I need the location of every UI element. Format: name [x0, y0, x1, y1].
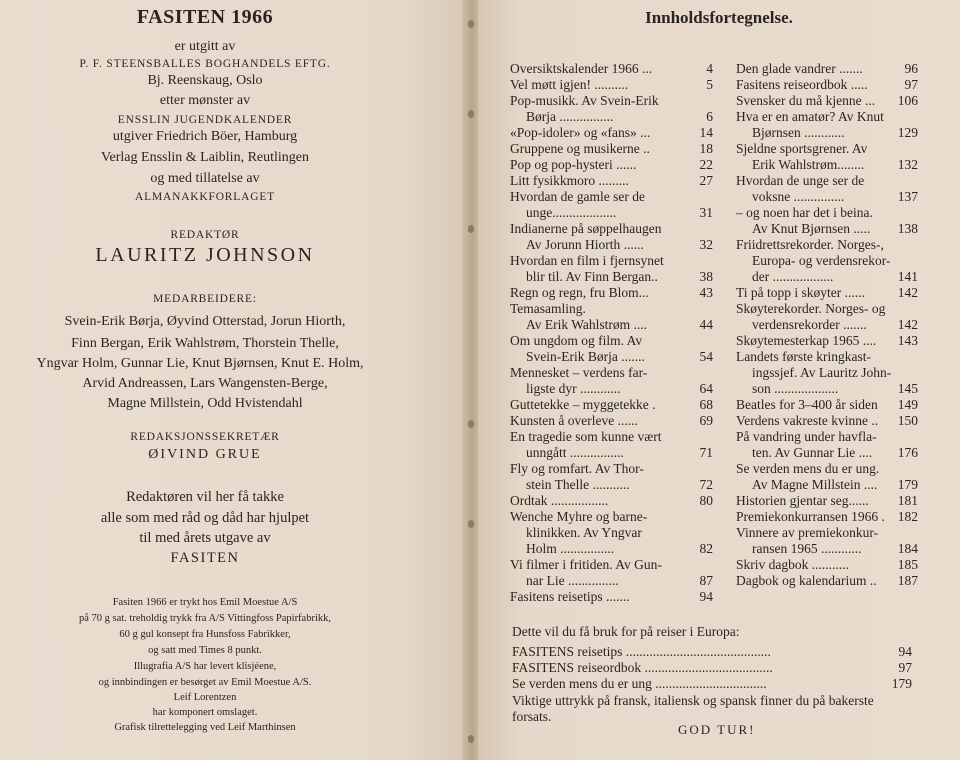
toc-entry-page: 96	[904, 61, 918, 76]
toc-entry-line	[736, 445, 918, 461]
thanks-line: til med årets utgave av	[139, 530, 271, 546]
toc-entry-page: 54	[699, 349, 713, 364]
toc-entry-line	[736, 173, 918, 189]
toc-entry-line	[736, 541, 918, 557]
after-pattern: etter mønster av	[159, 93, 251, 108]
toc-entry-text: Wenche Myhre og barne-	[510, 509, 648, 524]
toc-entry-page: 94	[699, 589, 713, 604]
toc-entry	[736, 77, 918, 93]
toc-entry-text: son ...................	[752, 381, 839, 396]
toc-entry-page: 38	[699, 269, 713, 284]
toc-entry	[510, 173, 713, 189]
toc-entry	[510, 557, 713, 589]
toc-entry-line	[510, 317, 713, 333]
toc-entry	[510, 301, 713, 333]
toc-entry-text: «Pop-idoler» og «fans» ...	[510, 125, 651, 140]
toc-entry-line	[736, 221, 918, 237]
toc-entry-line	[510, 589, 713, 605]
toc-entry-line	[510, 397, 713, 413]
toc-entry	[510, 221, 713, 253]
toc-entry-text: Europa- og verdensrekor-	[752, 253, 891, 268]
toc-entry-text: Guttetekke – myggetekke .	[510, 397, 656, 412]
toc-entry-text: På vandring under havfla-	[736, 429, 877, 444]
contributors-line: Arvid Andreassen, Lars Wangensten-Berge,	[82, 376, 328, 391]
toc-entry-text: ransen 1965 ............	[752, 541, 862, 556]
toc-entry-text: Pop-musikk. Av Svein-Erik	[510, 93, 659, 108]
toc-entry-text: Mennesket – verdens far-	[510, 365, 648, 380]
toc-entry-line	[736, 317, 918, 333]
publisher: P. F. STEENSBALLES BOGHANDELS EFTG.	[79, 58, 331, 70]
colophon-line: 60 g gul konsept fra Hunsfoss Fabrikker,	[119, 629, 291, 640]
toc-entry-text: voksne ...............	[752, 189, 845, 204]
toc-entry-page: 14	[699, 125, 713, 140]
toc-entry-page: 142	[897, 317, 918, 332]
toc-entry-text: Vinnere av premiekonkur-	[736, 525, 879, 540]
toc-entry-text: Av Knut Bjørnsen .....	[752, 221, 871, 236]
toc-entry	[510, 141, 713, 157]
toc-entry-text: Fly og romfart. Av Thor-	[510, 461, 644, 476]
travel-item-page: 179	[891, 676, 912, 691]
colophon-line: Leif Lorentzen	[173, 692, 237, 703]
toc-entry-line	[510, 445, 713, 461]
editor-name: LAURITZ JOHNSON	[95, 244, 315, 266]
toc-entry-page: 141	[897, 269, 918, 284]
toc-entry-page: 18	[699, 141, 713, 156]
toc-entry-text: Erik Wahlstrøm........	[752, 157, 865, 172]
travel-item-page: 94	[898, 644, 912, 659]
toc-entry-page: 137	[897, 189, 918, 204]
toc-entry-text: ingssjef. Av Lauritz John-	[752, 365, 892, 380]
toc-entry-line	[736, 93, 918, 109]
book-title: FASITEN 1966	[136, 6, 274, 28]
toc-entry-line	[736, 381, 918, 397]
toc-entry-line	[736, 141, 918, 157]
binding-stitch	[468, 420, 474, 428]
binding-stitch	[468, 520, 474, 528]
binding-stitch	[468, 20, 474, 28]
toc-entry	[510, 125, 713, 141]
toc-entry-text: Vi filmer i fritiden. Av Gun-	[510, 557, 662, 572]
toc-entry-page: 184	[897, 541, 918, 556]
toc-entry-text: En tragedie som kunne vært	[510, 429, 662, 444]
toc-entry-page: 87	[699, 573, 713, 588]
toc-entry-page: 72	[699, 477, 713, 492]
toc-entry-line	[510, 413, 713, 429]
toc-entry	[736, 349, 918, 397]
toc-entry-page: 129	[897, 125, 918, 140]
toc-entry-line	[510, 141, 713, 157]
toc-entry-text: Friidrettsrekorder. Norges-,	[736, 237, 884, 252]
toc-entry-line	[510, 429, 713, 445]
toc-entry-line	[736, 125, 918, 141]
toc-entry-line	[510, 189, 713, 205]
toc-entry	[510, 509, 713, 557]
toc-entry-text: Sjeldne sportsgrener. Av	[736, 141, 868, 156]
toc-entry-page: 68	[699, 397, 713, 412]
toc-entry-line	[736, 509, 918, 525]
toc-entry-line	[510, 285, 713, 301]
toc-entry	[736, 109, 918, 141]
permission: og med tillatelse av	[150, 171, 260, 186]
toc-entry-page: 32	[699, 237, 713, 252]
toc-entry-line	[510, 93, 713, 109]
toc-entry-line	[510, 365, 713, 381]
contributors-line: Yngvar Holm, Gunnar Lie, Knut Bjørnsen, Knut E. Holm,	[36, 356, 364, 371]
toc-entry-page: 71	[699, 445, 713, 460]
toc-entry-page: 176	[897, 445, 918, 460]
toc-entry-line	[510, 477, 713, 493]
toc-entry	[510, 77, 713, 93]
calendar-name: ENSSLIN JUGENDKALENDER	[117, 114, 293, 126]
toc-entry-line	[510, 269, 713, 285]
toc-entry-text: Oversiktskalender 1966 ...	[510, 61, 653, 76]
colophon-line: har komponert omslaget.	[152, 707, 258, 718]
binding-stitch	[468, 110, 474, 118]
toc-entry	[736, 573, 918, 589]
toc-entry-text: Ordtak .................	[510, 493, 609, 508]
toc-entry-text: blir til. Av Finn Bergan..	[526, 269, 658, 284]
toc-entry-page: 6	[706, 109, 713, 124]
travel-item-text: FASITENS reisetips ...........................................	[512, 644, 771, 659]
toc-entry	[736, 285, 918, 301]
toc-entry-text: Historien gjentar seg......	[736, 493, 869, 508]
colophon-line: Grafisk tilrettelegging ved Leif Marthinsen	[114, 722, 296, 733]
toc-entry	[736, 429, 918, 461]
toc-entry	[510, 365, 713, 397]
travel-note-2: forsats.	[512, 709, 552, 724]
toc-entry-page: 145	[897, 381, 918, 396]
toc-entry-line	[736, 109, 918, 125]
toc-entry-line	[736, 253, 918, 269]
toc-entry-text: der ..................	[752, 269, 834, 284]
toc-entry-line	[736, 77, 918, 93]
toc-entry-page: 27	[699, 173, 713, 188]
toc-entry-text: Bjørnsen ............	[752, 125, 845, 140]
contributors-line: Magne Millstein, Odd Hvistendahl	[107, 396, 303, 411]
given-by: utgiver Friedrich Böer, Hamburg	[112, 129, 298, 144]
toc-entry-line	[736, 205, 918, 221]
toc-entry-text: Verdens vakreste kvinne ..	[736, 413, 879, 428]
toc-entry-line	[736, 157, 918, 173]
toc-entry-line	[736, 365, 918, 381]
toc-entry-page: 44	[699, 317, 713, 332]
toc-entry-text: stein Thelle ...........	[526, 477, 630, 492]
toc-entry-text: Dagbok og kalendarium ..	[736, 573, 877, 588]
contributors-line: Svein-Erik Børja, Øyvind Otterstad, Jorun Hiorth,	[64, 314, 346, 329]
toc-entry-text: Se verden mens du er ung.	[736, 461, 880, 476]
toc-entry-text: Skøyterekorder. Norges- og	[736, 301, 886, 316]
toc-entry-text: nar Lie ...............	[526, 573, 619, 588]
toc-entry-text: klinikken. Av Yngvar	[526, 525, 642, 540]
toc-entry-page: 149	[897, 397, 918, 412]
toc-entry-text: Hva er en amatør? Av Knut	[736, 109, 884, 124]
travel-item	[512, 660, 912, 676]
toc-entry-page: 4	[706, 61, 713, 76]
right-page-toc	[478, 0, 960, 760]
toc-entry-text: verdensrekorder .......	[752, 317, 867, 332]
toc-entry	[736, 301, 918, 333]
toc-entry-line	[510, 221, 713, 237]
toc-entry	[736, 205, 918, 237]
secretary-name: ØIVIND GRUE	[148, 447, 262, 462]
toc-entry-page: 80	[699, 493, 713, 508]
toc-entry-page: 82	[699, 541, 713, 556]
toc-entry-line	[736, 237, 918, 253]
toc-entry-line	[736, 349, 918, 365]
secretary-label: REDAKSJONSSEKRETÆR	[130, 431, 280, 443]
toc-entry-text: Av Magne Millstein ....	[752, 477, 878, 492]
toc-entry	[736, 93, 918, 109]
thanks-name: FASITEN	[170, 550, 240, 566]
toc-entry-text: Skriv dagbok ...........	[736, 557, 849, 572]
toc-entry-line	[736, 461, 918, 477]
colophon-line: Fasiten 1966 er trykt hos Emil Moestue A/S	[112, 597, 298, 608]
travel-item	[512, 644, 912, 660]
toc-entry-page: 181	[897, 493, 918, 508]
toc-entry-text: ten. Av Gunnar Lie ....	[752, 445, 873, 460]
toc-entry	[736, 173, 918, 205]
good-trip: GOD TUR!	[678, 722, 756, 737]
toc-entry	[736, 397, 918, 413]
publisher-owner: Bj. Reenskaug, Oslo	[147, 73, 263, 88]
toc-entry-text: Pop og pop-hysteri ......	[510, 157, 637, 172]
toc-entry-text: Kunsten å overleve ......	[510, 413, 638, 428]
toc-entry-line	[510, 509, 713, 525]
toc-entry-text: Skøytemesterkap 1965 ....	[736, 333, 877, 348]
toc-entry-line	[736, 397, 918, 413]
toc-entry-line	[510, 253, 713, 269]
toc-entry	[510, 397, 713, 413]
toc-entry-text: Den glade vandrer .......	[736, 61, 863, 76]
toc-entry-text: unngått ................	[526, 445, 624, 460]
toc-entry-line	[736, 285, 918, 301]
toc-entry-line	[736, 269, 918, 285]
travel-note: Viktige uttrykk på fransk, italiensk og spansk finner du på bakerste	[512, 693, 874, 708]
binding-stitch	[468, 225, 474, 233]
toc-entry-line	[510, 109, 713, 125]
toc-entry-text: Hvordan de gamle ser de	[510, 189, 645, 204]
german-publisher: Verlag Ensslin & Laiblin, Reutlingen	[100, 150, 310, 165]
toc-entry-text: Beatles for 3–400 år siden	[736, 397, 878, 412]
toc-entry-line	[510, 525, 713, 541]
toc-entry-line	[736, 189, 918, 205]
toc-entry-text: Gruppene og musikerne ..	[510, 141, 650, 156]
toc-entry-text: unge...................	[526, 205, 617, 220]
toc-entry-line	[736, 301, 918, 317]
almanac: ALMANAKKFORLAGET	[135, 191, 275, 203]
colophon-line: Illugrafia A/S har levert klisjéene,	[133, 661, 277, 672]
toc-entry	[736, 461, 918, 493]
travel-item	[512, 676, 912, 692]
toc-entry-text: Temasamling.	[510, 301, 586, 316]
published-by: er utgitt av	[174, 39, 236, 54]
toc-entry-line	[510, 157, 713, 173]
toc-entry-text: – og noen har det i beina.	[736, 205, 873, 220]
toc-entry	[510, 493, 713, 509]
toc-entry-line	[510, 541, 713, 557]
toc-entry-line	[510, 173, 713, 189]
contributors-line: Finn Bergan, Erik Wahlstrøm, Thorstein Thelle,	[71, 336, 339, 351]
toc-entry-line	[510, 349, 713, 365]
toc-entry	[510, 93, 713, 125]
toc-entry	[736, 141, 918, 173]
toc-entry-page: 31	[699, 205, 713, 220]
toc-entry-text: ligste dyr ............	[526, 381, 621, 396]
toc-entry-line	[510, 205, 713, 221]
toc-entry-page: 69	[699, 413, 713, 428]
toc-entry-text: Av Erik Wahlstrøm ....	[526, 317, 648, 332]
contributors-label: MEDARBEIDERE:	[153, 293, 257, 305]
toc-entry-page: 179	[897, 477, 918, 492]
toc-entry-text: Regn og regn, fru Blom...	[510, 285, 649, 300]
toc-entry-text: Litt fysikkmoro .........	[510, 173, 629, 188]
toc-entry-page: 22	[699, 157, 713, 172]
toc-entry-line	[510, 125, 713, 141]
toc-entry	[510, 285, 713, 301]
toc-entry-page: 132	[897, 157, 918, 172]
toc-entry-line	[510, 301, 713, 317]
colophon-line: på 70 g sat. treholdig trykk fra A/S Vittingfoss Papirfabrikk,	[78, 613, 332, 624]
toc-entry	[510, 589, 713, 605]
toc-entry-text: Fasitens reiseordbok .....	[736, 77, 868, 92]
toc-entry	[510, 413, 713, 429]
toc-entry-page: 187	[897, 573, 918, 588]
toc-entry	[736, 61, 918, 77]
toc-entry	[510, 189, 713, 221]
toc-entry	[736, 557, 918, 573]
toc-entry-page: 182	[897, 509, 918, 524]
toc-entry-text: Indianerne på søppelhaugen	[510, 221, 662, 236]
toc-entry-line	[510, 557, 713, 573]
thanks-line: Redaktøren vil her få takke	[126, 489, 284, 505]
toc-entry-line	[510, 573, 713, 589]
toc-entry-page: 138	[897, 221, 918, 236]
colophon-line: og innbindingen er besørget av Emil Moestue A/S.	[98, 677, 312, 688]
toc-entry-text: Av Jorunn Hiorth ......	[526, 237, 644, 252]
toc-entry-line	[736, 557, 918, 573]
toc-entry-text: Svensker du må kjenne ...	[736, 93, 876, 108]
toc-entry-text: Svein-Erik Børja .......	[526, 349, 645, 364]
toc-entry	[510, 333, 713, 365]
toc-entry-text: Om ungdom og film. Av	[510, 333, 643, 348]
toc-entry	[736, 413, 918, 429]
toc-entry-line	[510, 237, 713, 253]
travel-intro: Dette vil du få bruk for på reiser i Europa:	[512, 624, 740, 639]
travel-item-page: 97	[898, 660, 912, 675]
toc-entry-line	[736, 61, 918, 77]
toc-entry-text: Landets første kringkast-	[736, 349, 871, 364]
toc-entry-text: Premiekonkurransen 1966 .	[736, 509, 885, 524]
binding-stitch	[468, 735, 474, 743]
toc-entry-text: Børja ................	[526, 109, 614, 124]
toc-entry-text: Vel møtt igjen! ..........	[510, 77, 629, 92]
thanks-line: alle som med råd og dåd har hjulpet	[100, 510, 310, 526]
travel-list	[512, 644, 912, 692]
toc-entry	[510, 61, 713, 77]
left-page-colophon	[0, 0, 466, 760]
toc-entry-text: Holm ................	[526, 541, 615, 556]
toc-entry-page: 150	[897, 413, 918, 428]
toc-entry-page: 64	[699, 381, 713, 396]
colophon-line: og satt med Times 8 punkt.	[148, 645, 262, 656]
toc-entry	[510, 429, 713, 461]
toc-entry	[736, 509, 918, 525]
toc-entry	[510, 461, 713, 493]
toc-entry-line	[510, 77, 713, 93]
toc-entry-line	[510, 61, 713, 77]
toc-entry	[736, 493, 918, 509]
toc-entry-line	[510, 381, 713, 397]
toc-entry-page: 5	[706, 77, 713, 92]
toc-entry-page: 43	[699, 285, 713, 300]
toc-title: Innholdsfortegnelse.	[645, 8, 793, 27]
toc-entry-text: Fasitens reisetips .......	[510, 589, 630, 604]
toc-entry	[736, 237, 918, 285]
toc-entry-page: 185	[897, 557, 918, 572]
toc-entry-line	[510, 333, 713, 349]
toc-entry-line	[736, 477, 918, 493]
toc-entry	[510, 157, 713, 173]
toc-entry-page: 142	[897, 285, 918, 300]
toc-entry-line	[510, 461, 713, 477]
toc-entry-page: 106	[897, 93, 918, 108]
toc-entry-line	[736, 573, 918, 589]
toc-entry-line	[736, 429, 918, 445]
toc-entry-page: 143	[897, 333, 918, 348]
toc-entry	[736, 525, 918, 557]
travel-item-text: Se verden mens du er ung .................................	[512, 676, 767, 691]
toc-entry-line	[736, 413, 918, 429]
toc-entry-line	[736, 333, 918, 349]
toc-entry-text: Hvordan de unge ser de	[736, 173, 865, 188]
toc-entry-page: 97	[904, 77, 918, 92]
editor-label: REDAKTØR	[170, 229, 240, 241]
toc-entry-text: Hvordan en film i fjernsynet	[510, 253, 664, 268]
toc-entry-line	[510, 493, 713, 509]
toc-entry-line	[736, 493, 918, 509]
toc-entry	[736, 333, 918, 349]
toc-entry-text: Ti på topp i skøyter ......	[736, 285, 865, 300]
toc-entry	[510, 253, 713, 285]
travel-item-text: FASITENS reiseordbok ......................................	[512, 660, 773, 675]
toc-entry-line	[736, 525, 918, 541]
